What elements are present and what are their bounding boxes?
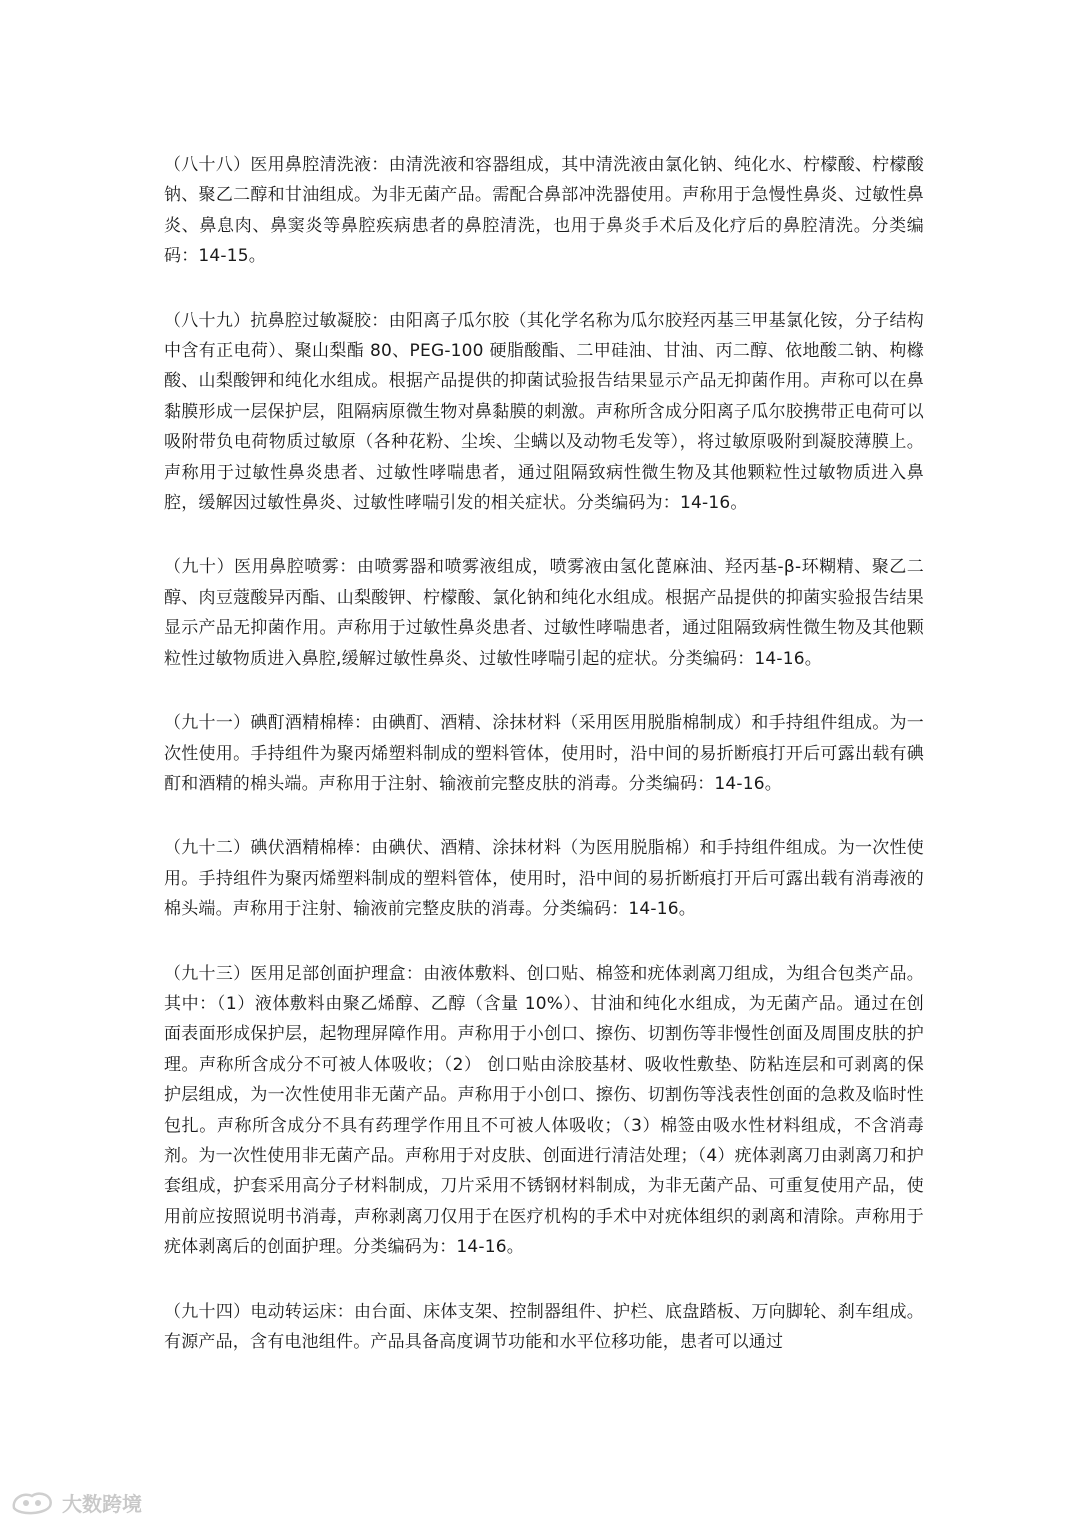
- paragraph-93: （九十三）医用足部创面护理盒：由液体敷料、创口贴、棉签和疣体剥离刀组成，为组合包类产品。其中：（1）液体敷料由聚乙烯醇、乙醇（含量 10%）、甘油和纯化水组成，为无菌产品。通过在创面表面形成保护层，起物理屏障作用。声称用于小创口、擦伤、切割伤等非慢性创面及周围皮肤的护理。声称所含成分不可被人体吸收；（2） 创口贴由涂胶基材、吸收性敷垫、防粘连层和可剥离的保护层组成，为一次性使用非无菌产品。声称用于小创口、擦伤、切割伤等浅表性创面的急救及临时性包扎。声称所含成分不具有药理学作用且不可被人体吸收；（3）棉签由吸水性材料组成，不含消毒剂。为一次性使用非无菌产品。声称用于对皮肤、创面进行清洁处理；（4）疣体剥离刀由剥离刀和护套组成，护套采用高分子材料制成，刀片采用不锈钢材料制成，为非无菌产品、可重复使用产品，使用前应按照说明书消毒，声称剥离刀仅用于在医疗机构的手术中对疣体组织的剥离和清除。声称用于疣体剥离后的创面护理。分类编码为：14-16。: [164, 963, 924, 1258]
- paragraph-92: （九十二）碘伏酒精棉棒：由碘伏、酒精、涂抹材料（为医用脱脂棉）和手持组件组成。为一次性使用。手持组件为聚丙烯塑料制成的塑料管体，使用时，沿中间的易折断痕打开后可露出载有消毒液的棉头端。声称用于注射、输液前完整皮肤的消毒。分类编码：14-16。: [164, 838, 924, 920]
- watermark-text: 大数跨境: [62, 1491, 142, 1516]
- paragraph-89: （八十九）抗鼻腔过敏凝胶：由阳离子瓜尔胶（其化学名称为瓜尔胶羟丙基三甲基氯化铵，分子结构中含有正电荷）、聚山梨酯 80、PEG-100 硬脂酸酯、二甲硅油、甘油、丙二醇、依地酸二钠、枸橼酸、山梨酸钾和纯化水组成。根据产品提供的抑菌试验报告结果显示产品无抑菌作用。声称可以在鼻黏膜形成一层保护层，阻隔病原微生物对鼻黏膜的刺激。声称所含成分阳离子瓜尔胶携带正电荷可以吸附带负电荷物质过敏原（各种花粉、尘埃、尘螨以及动物毛发等），将过敏原吸附到凝胶薄膜上。声称用于过敏性鼻炎患者、过敏性哮喘患者，通过阻隔致病性微生物及其他颗粒性过敏物质进入鼻腔，缓解因过敏性鼻炎、过敏性哮喘引发的相关症状。分类编码为：14-16。: [164, 310, 924, 514]
- watermark: [10, 1486, 142, 1518]
- paragraph-91: （九十一）碘酊酒精棉棒：由碘酊、酒精、涂抹材料（采用医用脱脂棉制成）和手持组件组成。为一次性使用。手持组件为聚丙烯塑料制成的塑料管体，使用时，沿中间的易折断痕打开后可露出载有碘酊和酒精的棉头端。声称用于注射、输液前完整皮肤的消毒。分类编码：14-16。: [164, 713, 924, 794]
- brand-logo-icon: [10, 1488, 56, 1516]
- paragraph-94: （九十四）电动转运床：由台面、床体支架、控制器组件、护栏、底盘踏板、万向脚轮、刹车组成。有源产品，含有电池组件。产品具备高度调节功能和水平位移功能，患者可以通过: [164, 1301, 924, 1352]
- paragraph-90: （九十）医用鼻腔喷雾：由喷雾器和喷雾液组成，喷雾液由氢化蓖麻油、羟丙基-β-环糊精、聚乙二醇、肉豆蔻酸异丙酯、山梨酸钾、柠檬酸、氯化钠和纯化水组成。根据产品提供的抑菌实验报告结果显示产品无抑菌作用。声称用于过敏性鼻炎患者、过敏性哮喘患者，通过阻隔致病性微生物及其他颗粒性过敏物质进入鼻腔,缓解过敏性鼻炎、过敏性哮喘引起的症状。分类编码：14-16。: [164, 557, 924, 669]
- document-page: [164, 150, 924, 1391]
- paragraph-88: （八十八）医用鼻腔清洗液：由清洗液和容器组成，其中清洗液由氯化钠、纯化水、柠檬酸、柠檬酸钠、聚乙二醇和甘油组成。为非无菌产品。需配合鼻部冲洗器使用。声称用于急慢性鼻炎、过敏性鼻炎、鼻息肉、鼻窦炎等鼻腔疾病患者的鼻腔清洗，也用于鼻炎手术后及化疗后的鼻腔清洗。分类编码：14-15。: [164, 155, 924, 267]
